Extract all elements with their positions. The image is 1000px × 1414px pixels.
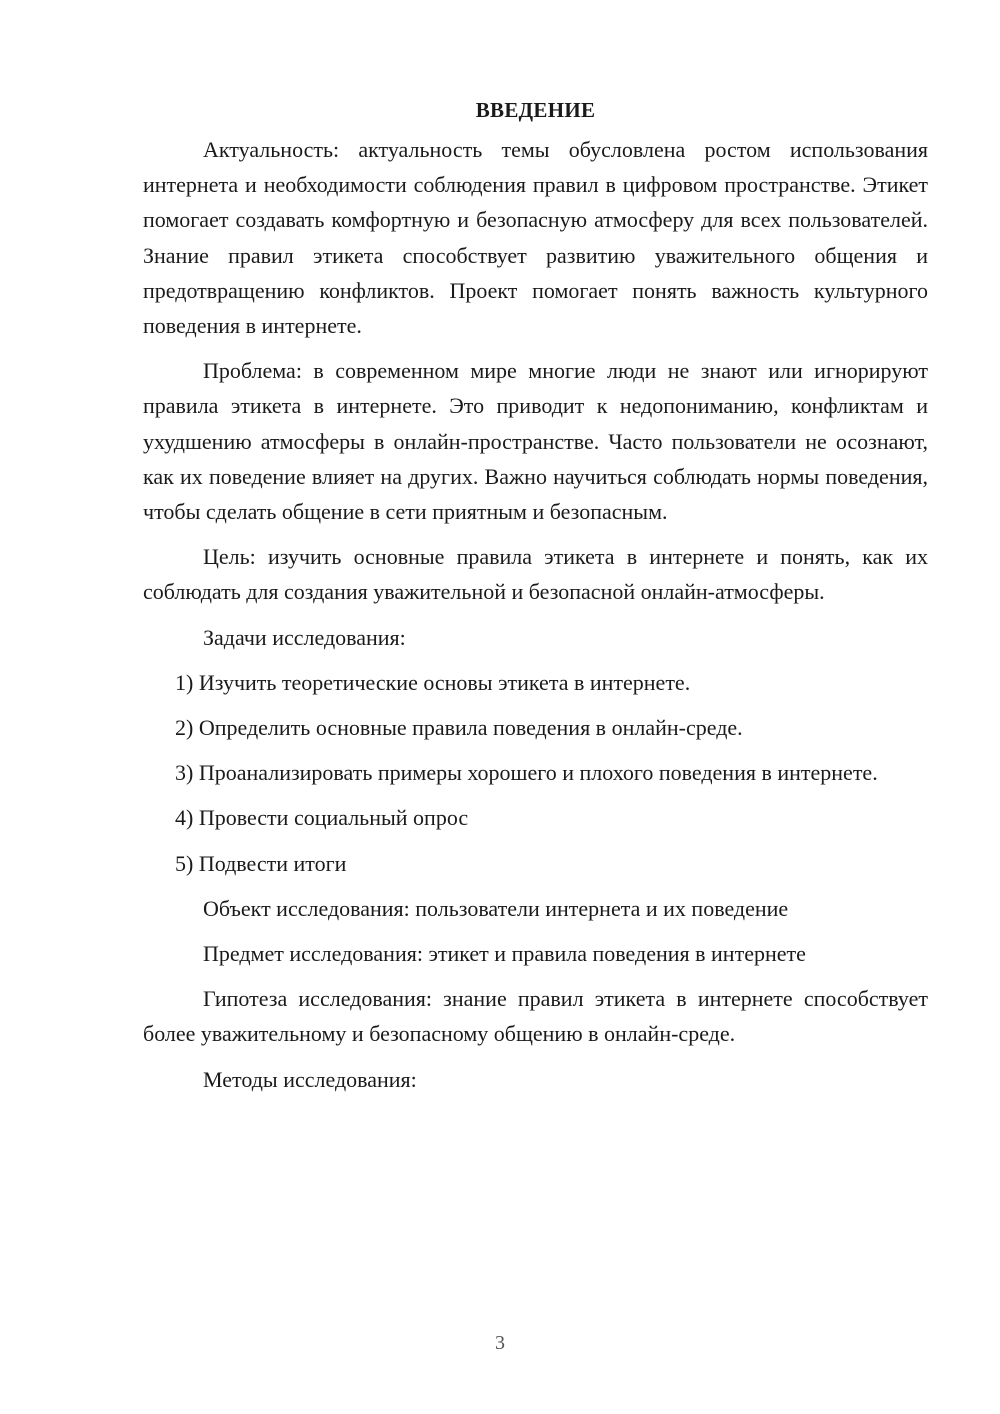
- problem-paragraph: Проблема: в современном мире многие люди не знают или игнорируют правила этикета в интернете. Это приводит к недопониманию, конфликтам и ухудшению атмосферы в онлайн-пространстве. Часто пользователи не осознают, как их поведение влияет на других. Важно научиться соблюдать нормы поведения, чтобы сделать общение в сети приятным и безопасным.: [143, 358, 928, 525]
- task-item-2: 2) Определить основные правила поведения в онлайн-среде.: [175, 715, 743, 741]
- document-page: [143, 88, 928, 1107]
- tasks-heading: Задачи исследования:: [203, 624, 406, 650]
- section-title: ВВЕДЕНИЕ: [475, 98, 596, 122]
- page-number: 3: [495, 1332, 505, 1354]
- task-item-4: 4) Провести социальный опрос: [175, 805, 469, 831]
- task-item-1: 1) Изучить теоретические основы этикета в интернете.: [175, 669, 691, 695]
- goal-paragraph: Цель: изучить основные правила этикета в интернете и понять, как их соблюдать для создания уважительной и безопасной онлайн-атмосферы.: [143, 544, 928, 605]
- methods-heading: Методы исследования:: [203, 1066, 417, 1092]
- subject-paragraph: Предмет исследования: этикет и правила поведения в интернете: [203, 941, 806, 967]
- task-item-5: 5) Подвести итоги: [175, 850, 347, 876]
- object-paragraph: Объект исследования: пользователи интернета и их поведение: [203, 895, 789, 921]
- task-item-3: 3) Проанализировать примеры хорошего и плохого поведения в интернете.: [175, 760, 878, 786]
- hypothesis-paragraph: Гипотеза исследования: знание правил этикета в интернете способствует более уважительному и безопасному общению в онлайн-среде.: [143, 986, 928, 1047]
- relevance-paragraph: Актуальность: актуальность темы обусловлена ростом использования интернета и необходимости соблюдения правил в цифровом пространстве. Этикет помогает создавать комфортную и безопасную атмосферу для всех пользователей. Знание правил этикета способствует развитию уважительного общения и предотвращению конфликтов. Проект помогает понять важность культурного поведения в интернете.: [143, 137, 928, 339]
